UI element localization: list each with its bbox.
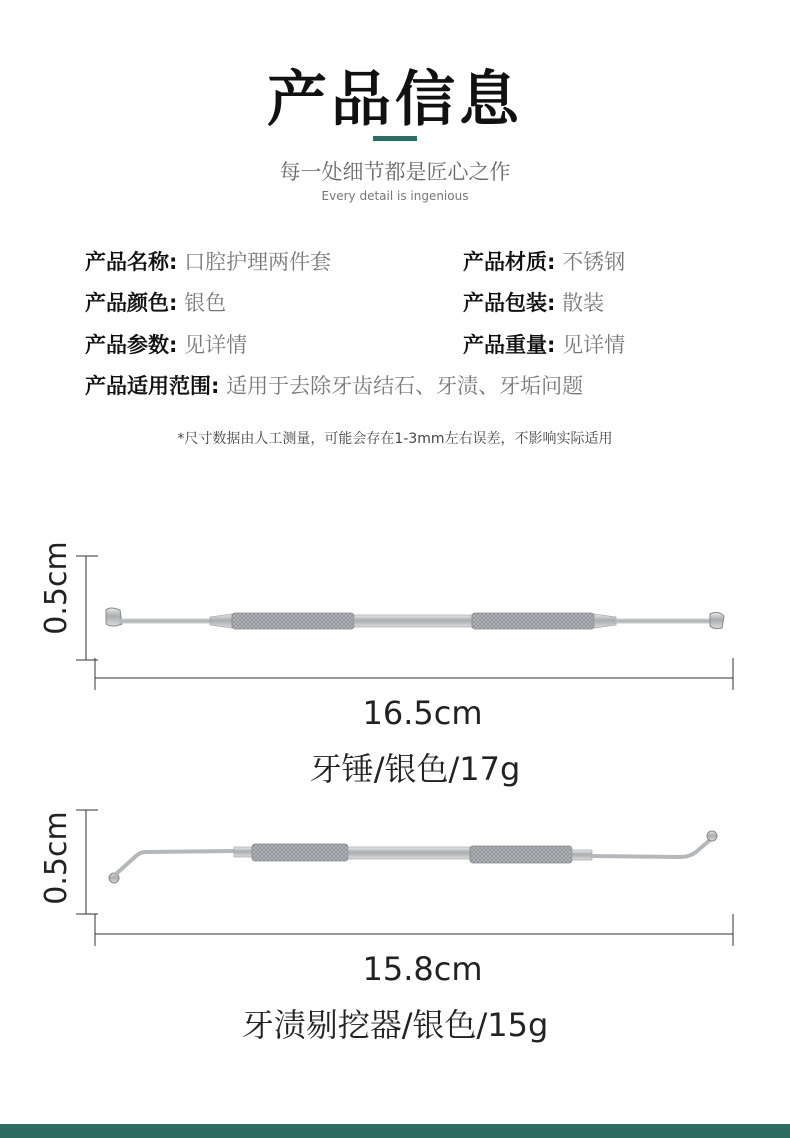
spec-params-label: 产品参数:: [85, 333, 178, 357]
tool-scraper-caption: 牙渍剔挖器/银色/15g: [241, 1006, 549, 1044]
tool-hammer-length-label: 16.5cm: [362, 694, 483, 732]
spec-material-value: 不锈钢: [562, 250, 626, 274]
subtitle: 每一处细节都是匠心之作: [279, 160, 511, 184]
spec-material-label: 产品材质:: [463, 250, 556, 274]
tool-scraper-height-label: 0.5cm: [39, 811, 74, 905]
spec-scope-value: 适用于去除牙齿结石、牙渍、牙垢问题: [226, 374, 584, 398]
title-underline: [373, 136, 417, 141]
hammer-instrument: [106, 608, 724, 629]
spec-material: [463, 247, 625, 277]
spec-params-value: 见详情: [184, 333, 248, 357]
tool-hammer-height-label: 0.5cm: [39, 541, 74, 635]
spec-color: [85, 288, 226, 318]
spec-scope-label: 产品适用范围:: [85, 374, 220, 398]
spec-name-value: 口腔护理两件套: [184, 250, 332, 274]
tool-scraper-length-label: 15.8cm: [362, 950, 483, 988]
spec-packing-value: 散装: [562, 291, 605, 315]
spec-params: [85, 330, 247, 360]
scraper-instrument: [109, 831, 717, 883]
spec-packing: [463, 288, 604, 318]
tool-hammer-caption: 牙锤/银色/17g: [309, 750, 521, 788]
spec-name-label: 产品名称:: [85, 250, 178, 274]
tool-scraper-figure: [0, 800, 790, 960]
measurement-note: *尺寸数据由人工测量，可能会存在1-3mm左右误差，不影响实际适用: [177, 431, 613, 447]
spec-weight-label: 产品重量:: [463, 333, 556, 357]
spec-color-label: 产品颜色:: [85, 291, 178, 315]
tool-hammer-figure: [0, 540, 790, 700]
subtitle-english: Every detail is ingenious: [321, 189, 469, 203]
spec-weight-value: 见详情: [562, 333, 626, 357]
spec-color-value: 银色: [184, 291, 227, 315]
spec-packing-label: 产品包装:: [463, 291, 556, 315]
bottom-accent-band: [0, 1124, 790, 1138]
spec-scope: [85, 371, 583, 401]
spec-name: [85, 247, 331, 277]
page-title: 产品信息: [267, 65, 523, 135]
spec-weight: [463, 330, 625, 360]
